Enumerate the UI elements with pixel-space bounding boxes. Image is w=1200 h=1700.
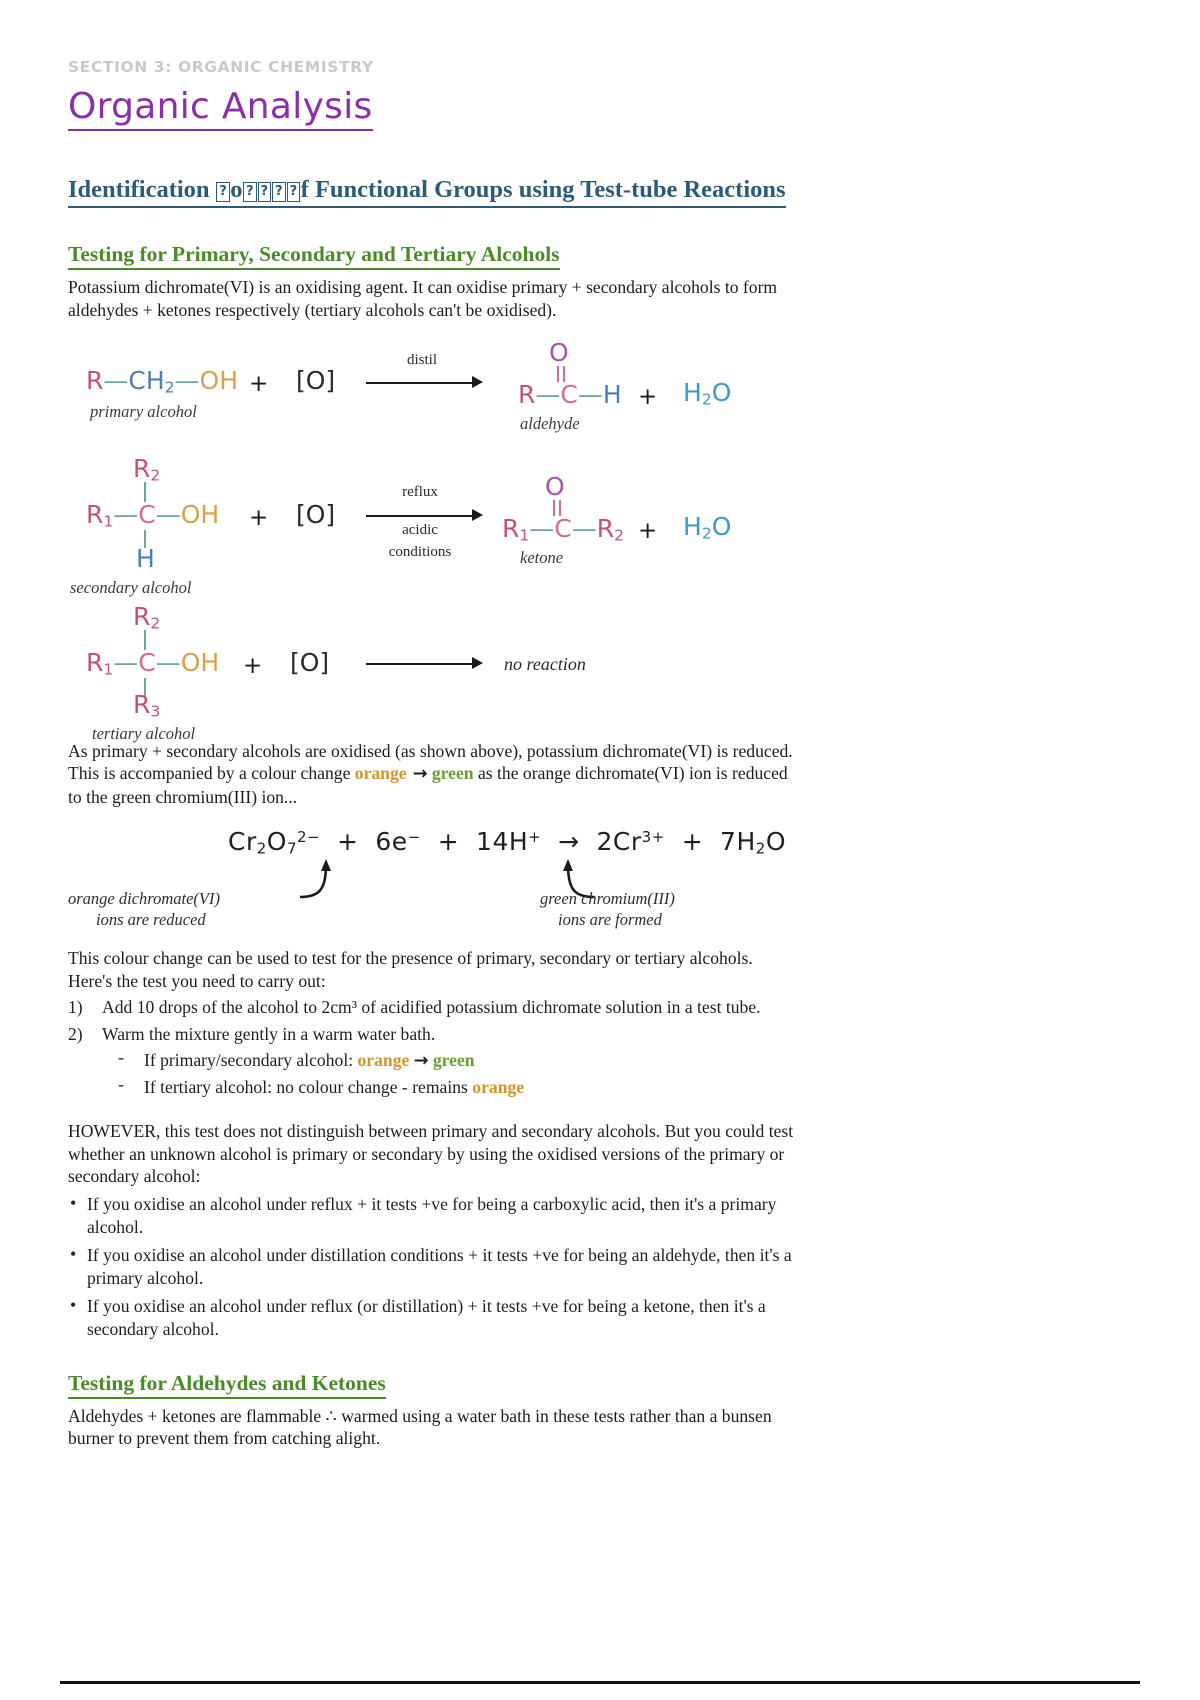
reaction-primary-alcohol bbox=[68, 337, 1143, 442]
plus-sign-3: + bbox=[249, 504, 269, 531]
reactant-primary-alcohol: $R—CH_2—OH$ bbox=[86, 365, 238, 396]
product-aldehyde: R—C—H bbox=[518, 379, 622, 409]
caption-secondary-alcohol: secondary alcohol bbox=[70, 577, 192, 597]
heading-testing-alcohols: Testing for Primary, Secondary and Tertiary Alcohols bbox=[68, 242, 560, 270]
bullet-marker-1: • bbox=[70, 1193, 77, 1214]
colour-change-paragraph bbox=[68, 740, 1143, 810]
heading-identification-functional-groups bbox=[68, 175, 786, 208]
reaction-tertiary-alcohol bbox=[68, 601, 1143, 743]
heading-part-1: Identification bbox=[68, 176, 216, 203]
plus-sign-1: + bbox=[249, 370, 269, 397]
step-number-2: 2) bbox=[68, 1023, 83, 1044]
aldehydes-intro bbox=[68, 1405, 1143, 1451]
oxidant-label-3: [O] bbox=[290, 647, 330, 677]
reactant-R2-secondary: $R_2$ bbox=[133, 453, 161, 484]
tert-r1: $R_1$ bbox=[86, 647, 114, 678]
test-steps-list bbox=[68, 995, 1143, 1047]
step-text-1: Add 10 drops of the alcohol to 2cm³ of acidified potassium dichromate solution in a test tube. bbox=[102, 996, 761, 1017]
however-line3: secondary alcohol: bbox=[68, 1166, 201, 1187]
product-ketone: $R_1—C—R_2$ bbox=[502, 513, 624, 544]
missing-glyph-icon-4: ? bbox=[272, 182, 286, 202]
reaction-secondary-alcohol bbox=[68, 453, 1143, 597]
however-bullet-2-line1: If you oxidise an alcohol under distillation conditions + it tests +ve for being an aldehyde, then it's a bbox=[87, 1245, 792, 1266]
r1-group: $R_1$ bbox=[86, 499, 114, 530]
carbonyl-oxygen-1: O bbox=[549, 337, 569, 367]
however-bullet-2-line2: primary alcohol. bbox=[87, 1267, 204, 1288]
caption-aldehyde: aldehyde bbox=[520, 413, 580, 433]
annotation-right bbox=[510, 889, 675, 930]
ketone-r2: $R_2$ bbox=[596, 513, 624, 544]
reactant-R2-tertiary: $R_2$ bbox=[133, 601, 161, 632]
result-prefix-2: If tertiary alcohol: no colour change - remains bbox=[144, 1076, 473, 1097]
caption-primary-alcohol: primary alcohol bbox=[90, 401, 197, 421]
aldehydes-line1: Aldehydes + ketones are flammable ∴ warmed using a water bath in these tests rather than a bunsen bbox=[68, 1405, 772, 1426]
reaction-arrow-line-3 bbox=[366, 663, 474, 665]
reactant-tertiary-alcohol: $R_1—C—OH$ bbox=[86, 647, 220, 678]
annotation-right-line1: green chromium(III) bbox=[540, 889, 675, 909]
section-kicker: SECTION 3: ORGANIC CHEMISTRY bbox=[68, 58, 374, 76]
condition-conditions: conditions bbox=[388, 543, 452, 560]
caption-ketone: ketone bbox=[520, 547, 564, 567]
annotation-right-line2: ions are formed bbox=[558, 909, 662, 929]
however-bullet-1-line2: alcohol. bbox=[87, 1217, 144, 1238]
condition-acidic: acidic bbox=[402, 521, 438, 538]
bullet-marker-2: • bbox=[70, 1244, 77, 1265]
however-bullet-2 bbox=[68, 1244, 1143, 1290]
plus-sign-4: + bbox=[638, 517, 658, 544]
however-bullet-3-line1: If you oxidise an alcohol under reflux (or distillation) + it tests +ve for being a ketone, then it's a bbox=[87, 1295, 766, 1316]
alcohols-intro-line1: Potassium dichromate(VI) is an oxidising agent. It can oxidise primary + secondary alcohols to form bbox=[68, 276, 778, 297]
oxidant-label-1: [O] bbox=[296, 365, 336, 395]
however-bullet-3-line2: secondary alcohol. bbox=[87, 1318, 219, 1339]
dash-marker-1: - bbox=[118, 1046, 124, 1067]
reactant-secondary-alcohol: $R_1—C—OH$ bbox=[86, 499, 220, 530]
however-bullet-3 bbox=[68, 1295, 1143, 1341]
condition-reflux: reflux bbox=[402, 483, 438, 500]
heading-mid-1: o bbox=[230, 176, 243, 203]
colour-arrow-icon-1: → bbox=[412, 764, 428, 785]
product-water-1: $H_2O$ bbox=[683, 377, 732, 408]
annotation-left bbox=[68, 889, 220, 930]
heading-testing-aldehydes-ketones: Testing for Aldehydes and Ketones bbox=[68, 1371, 386, 1399]
plus-sign-2: + bbox=[638, 383, 658, 410]
orange-label-1: orange bbox=[354, 763, 407, 784]
test-results-list bbox=[68, 1048, 1143, 1100]
product-water-2: $H_2O$ bbox=[683, 511, 732, 542]
page-content bbox=[68, 58, 1143, 1450]
ionic-equation-block bbox=[68, 827, 1143, 945]
reaction-arrow-line-1 bbox=[366, 382, 474, 384]
test-step-2 bbox=[68, 1022, 1143, 1047]
reaction-arrow-head-1 bbox=[472, 376, 483, 388]
test-intro-line2: Here's the test you need to carry out: bbox=[68, 971, 326, 992]
condition-distil: distil bbox=[406, 351, 437, 368]
ch2-group: $CH_2$ bbox=[128, 365, 175, 396]
however-bullet-1-line1: If you oxidise an alcohol under reflux + it tests +ve for being a carboxylic acid, then it's a primary bbox=[87, 1194, 777, 1215]
missing-glyph-icon-1: ? bbox=[216, 182, 230, 202]
reaction-arrow-line-2 bbox=[366, 515, 474, 517]
bond-up-secondary bbox=[144, 482, 146, 502]
result-no-reaction: no reaction bbox=[504, 653, 586, 674]
dash-marker-2: - bbox=[118, 1073, 124, 1094]
test-result-1 bbox=[112, 1048, 1143, 1074]
orange-label-3: orange bbox=[472, 1076, 525, 1097]
annotation-left-line2: ions are reduced bbox=[96, 909, 206, 929]
reaction-arrow-head-3 bbox=[472, 657, 483, 669]
test-step-1 bbox=[68, 995, 1143, 1020]
ketone-r1: $R_1$ bbox=[502, 513, 530, 544]
heading-mid-2: f Functional Groups using Test-tube Reactions bbox=[300, 176, 786, 203]
colour-change-line3: to the green chromium(III) ion... bbox=[68, 787, 298, 808]
aldehydes-line2: burner to prevent them from catching alight. bbox=[68, 1428, 381, 1449]
annotation-left-line1: orange dichromate(VI) bbox=[68, 889, 220, 909]
bullet-marker-3: • bbox=[70, 1294, 77, 1315]
ionic-equation: $Cr_2O_7^{2-} + 6e^- + 14H^+ \to 2Cr^{3+} + 7H_2O$ bbox=[228, 827, 786, 858]
green-label-2: green bbox=[432, 1049, 475, 1070]
test-procedure-intro bbox=[68, 947, 1143, 993]
alcohols-intro-line2: aldehydes + ketones respectively (tertiary alcohols can't be oxidised). bbox=[68, 299, 557, 320]
alcohols-intro bbox=[68, 276, 1143, 322]
colour-change-line2-a: This is accompanied by a colour change bbox=[68, 763, 355, 784]
reaction-arrow-head-2 bbox=[472, 509, 483, 521]
colour-arrow-icon-2: → bbox=[413, 1050, 429, 1071]
plus-sign-5: + bbox=[243, 652, 263, 679]
reactant-H-secondary: H bbox=[136, 543, 155, 573]
reactant-R3-tertiary: $R_3$ bbox=[133, 689, 161, 720]
however-paragraph bbox=[68, 1120, 1143, 1189]
footer-rule bbox=[60, 1681, 1140, 1684]
however-bullet-1 bbox=[68, 1193, 1143, 1239]
step-text-2: Warm the mixture gently in a warm water bath. bbox=[102, 1023, 436, 1044]
orange-label-2: orange bbox=[357, 1049, 410, 1070]
however-line1: HOWEVER, this test does not distinguish between primary and secondary alcohols. But you could test bbox=[68, 1120, 794, 1141]
colour-change-line2-b: as the orange dichromate(VI) ion is reduced bbox=[473, 763, 788, 784]
oxidant-label-2: [O] bbox=[296, 499, 336, 529]
step-number-1: 1) bbox=[68, 996, 83, 1017]
result-prefix-1: If primary/secondary alcohol: bbox=[144, 1049, 358, 1070]
colour-change-line1: As primary + secondary alcohols are oxidised (as shown above), potassium dichromate(VI) is reduced. bbox=[68, 740, 793, 761]
green-label-1: green bbox=[431, 763, 474, 784]
however-bullets-list bbox=[68, 1193, 1143, 1340]
page-title: Organic Analysis bbox=[68, 86, 373, 131]
missing-glyph-icon-5: ? bbox=[287, 182, 301, 202]
bond-up-tertiary bbox=[144, 630, 146, 650]
caption-tertiary-alcohol: tertiary alcohol bbox=[92, 723, 196, 743]
carbonyl-oxygen-2: O bbox=[545, 471, 565, 501]
test-intro-line1: This colour change can be used to test for the presence of primary, secondary or tertiary alcohols. bbox=[68, 948, 753, 969]
missing-glyph-icon-2: ? bbox=[243, 182, 257, 202]
however-line2: whether an unknown alcohol is primary or secondary by using the oxidised versions of the primary or bbox=[68, 1143, 785, 1164]
test-result-2 bbox=[112, 1075, 1143, 1100]
missing-glyph-icon-3: ? bbox=[258, 182, 272, 202]
annotation-hook-left-icon bbox=[296, 857, 336, 899]
